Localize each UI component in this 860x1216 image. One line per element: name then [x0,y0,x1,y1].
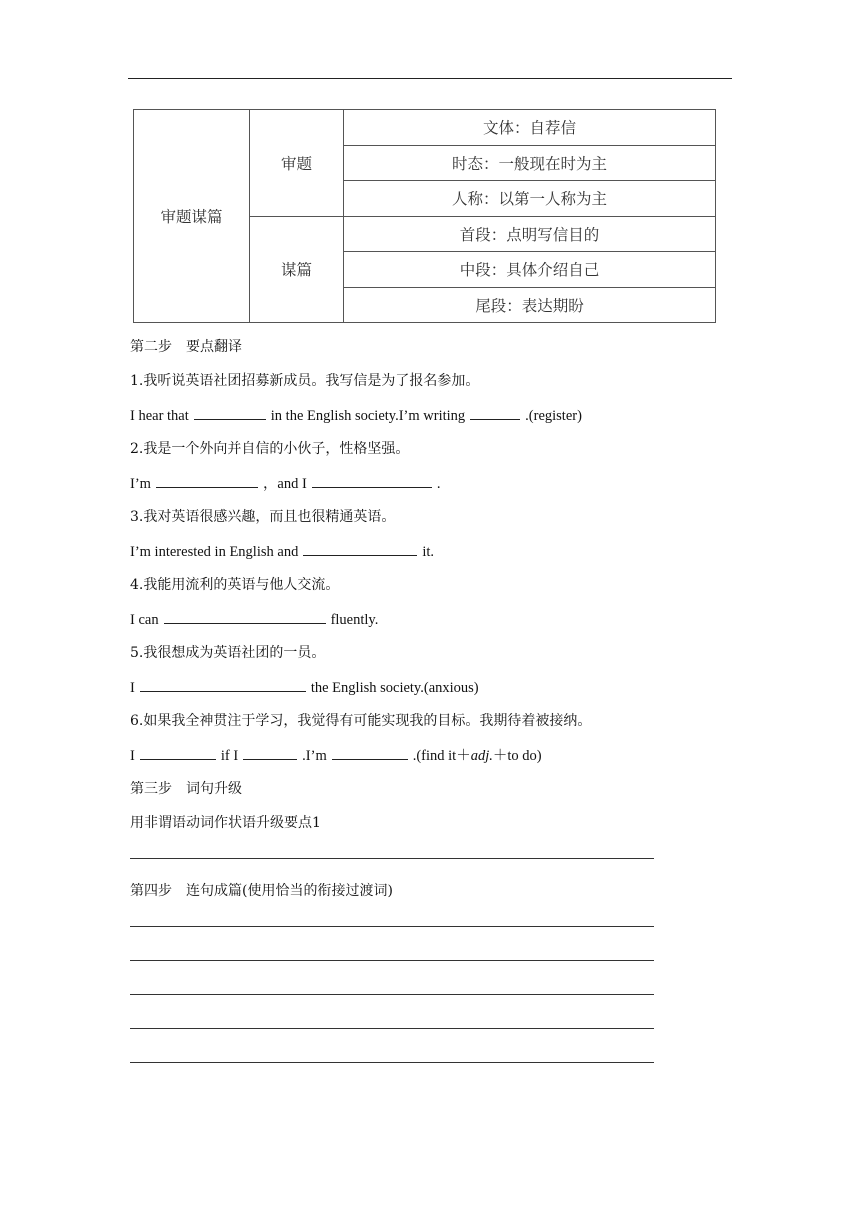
answer-blank[interactable] [140,745,216,760]
q1-chinese: 1.我听说英语社团招募新成员。我写信是为了报名参加。 [130,373,480,389]
table-cell: 时态：一般现在时为主 [344,145,716,181]
header-rule [128,78,732,79]
table-group-label: 谋篇 [250,216,344,323]
answer-blank[interactable] [194,405,266,420]
planning-table [133,109,716,323]
writing-line[interactable] [130,1028,654,1029]
answer-blank[interactable] [312,473,432,488]
step3-instruction: 用非谓语动词作状语升级要点1 [130,815,321,831]
q3-chinese: 3.我对英语很感兴趣，而且也很精通英语。 [130,509,396,525]
answer-blank[interactable] [164,609,326,624]
writing-line[interactable] [130,858,654,859]
q5-english: I the English society.(anxious) [130,677,479,698]
writing-line[interactable] [130,926,654,927]
writing-line[interactable] [130,960,654,961]
q4-chinese: 4.我能用流利的英语与他人交流。 [130,577,340,593]
table-cell: 人称：以第一人称为主 [344,181,716,217]
step2-heading: 第二步 要点翻译 [130,339,242,355]
answer-blank[interactable] [303,541,417,556]
q2-chinese: 2.我是一个外向并自信的小伙子，性格坚强。 [130,441,410,457]
table-cell: 尾段：表达期盼 [344,287,716,323]
q5-chinese: 5.我很想成为英语社团的一员。 [130,645,326,661]
table-cell: 首段：点明写信目的 [344,216,716,252]
q4-english: I can fluently. [130,609,378,630]
table-cell: 文体：自荐信 [344,110,716,146]
q2-english: I’m ，and I . [130,473,440,494]
answer-blank[interactable] [332,745,408,760]
table-main-label: 审题谋篇 [134,110,250,323]
q1-english: I hear that in the English society.I’m writing .(register) [130,405,582,426]
writing-line[interactable] [130,1062,654,1063]
q6-chinese: 6.如果我全神贯注于学习，我觉得有可能实现我的目标。我期待着被接纳。 [130,713,592,729]
q3-english: I’m interested in English and it. [130,541,434,562]
q6-english: I if I .I’m .(find it＋adj.＋to do) [130,745,542,766]
step3-heading: 第三步 词句升级 [130,781,242,797]
step4-heading: 第四步 连句成篇(使用恰当的衔接过渡词) [130,883,393,899]
table-cell: 中段：具体介绍自己 [344,252,716,288]
answer-blank[interactable] [243,745,297,760]
answer-blank[interactable] [156,473,258,488]
writing-line[interactable] [130,994,654,995]
table-group-label: 审题 [250,110,344,217]
answer-blank[interactable] [470,405,520,420]
answer-blank[interactable] [140,677,306,692]
